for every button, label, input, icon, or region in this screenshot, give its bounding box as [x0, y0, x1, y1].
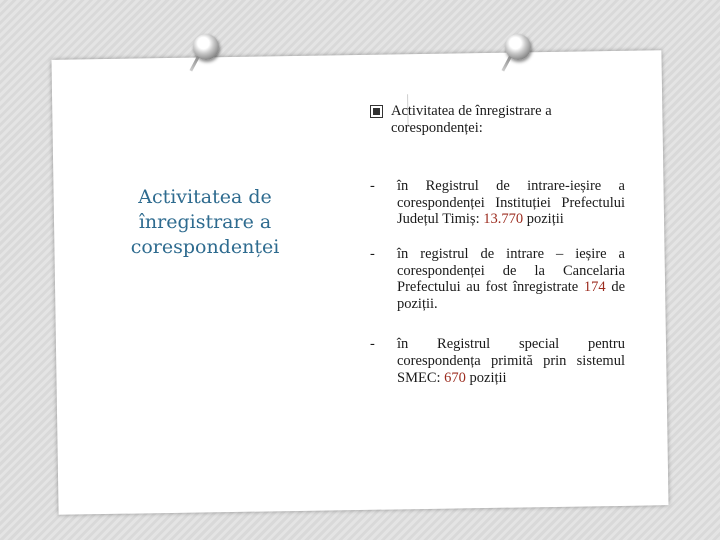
heading-text: Activitatea de înregistrare a corespondenței: — [391, 103, 552, 136]
checkbox-bullet-icon — [370, 105, 383, 118]
list-item — [370, 336, 625, 386]
item-text-after: poziții — [523, 211, 564, 228]
list-item — [370, 246, 625, 312]
item-text-before: în registrul de intrare – ieșire a corespondenței de la Cancelaria Prefectului au fost înregistrate — [397, 245, 625, 296]
slide-title: Activitatea de înregistrare a corespondenței — [130, 186, 280, 258]
item-text-after: de poziții. — [397, 279, 625, 312]
section-heading — [370, 103, 625, 136]
list-item-text — [397, 336, 625, 386]
list-item-text — [397, 178, 625, 228]
item-text-before: în Registrul de intrare-ieșire a corespondenței Instituției Prefectului Județul Timiș: — [397, 178, 625, 228]
dash-bullet: - — [370, 178, 375, 195]
item-text-before: în Registrul special pentru corespondența primită prin sistemul SMEC: — [397, 336, 625, 386]
dash-bullet: - — [370, 336, 375, 353]
content-column — [370, 103, 625, 386]
pushpin-right-icon — [505, 34, 531, 60]
item-text-after: poziții — [465, 369, 507, 386]
list-item-text — [397, 246, 625, 312]
pushpin-left-icon — [193, 34, 219, 60]
dash-bullet: - — [370, 245, 375, 262]
item-highlight-value: 174 — [583, 279, 606, 296]
list-item — [370, 178, 625, 228]
item-highlight-value: 13.770 — [483, 211, 524, 228]
item-highlight-value: 670 — [444, 369, 466, 386]
